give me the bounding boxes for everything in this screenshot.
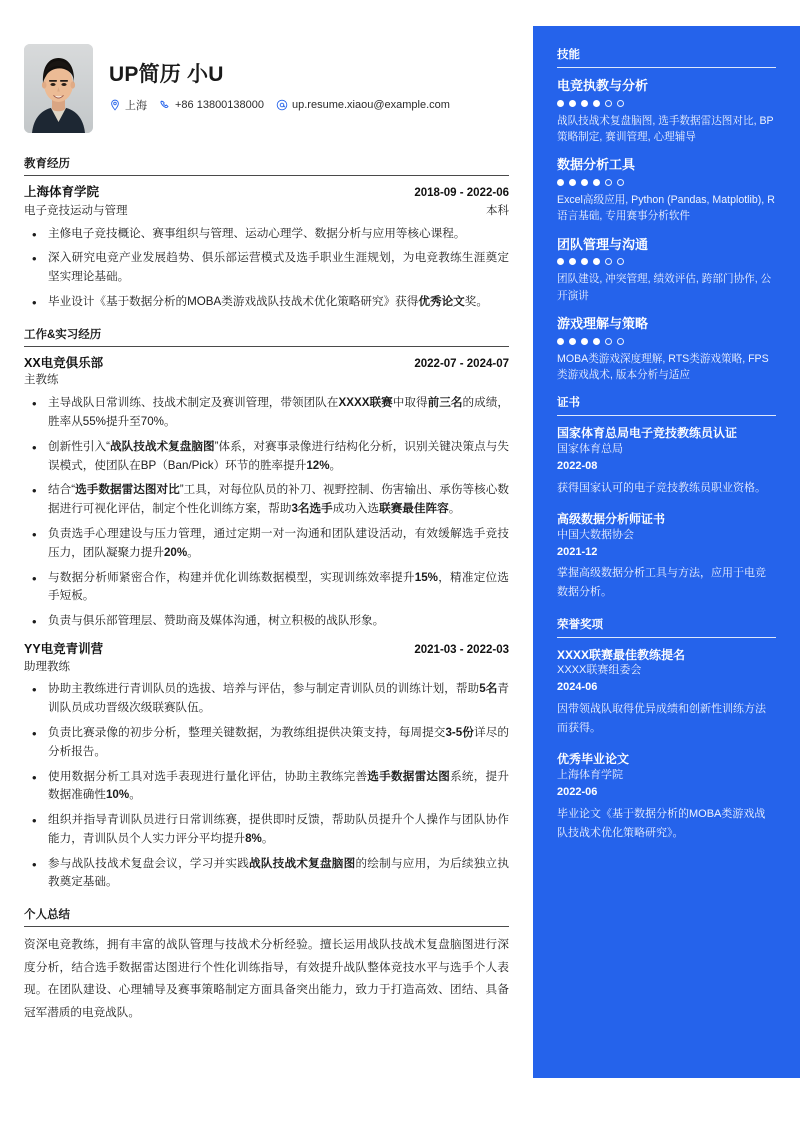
- skill-level-dots: [557, 258, 776, 265]
- skill-dot-empty: [605, 338, 612, 345]
- sidebar-entry-title: 高级数据分析师证书: [557, 511, 666, 526]
- phone-icon: [159, 99, 171, 111]
- work-role: 主教练: [24, 374, 59, 387]
- skill-dot-empty: [617, 100, 624, 107]
- work-bullets: [24, 680, 509, 892]
- bullet-item: • 与数据分析师紧密合作，构建并优化训练数据模型，实现训练效率提升15%，精准定位选手短板。: [24, 569, 509, 607]
- skill-item: [557, 315, 776, 383]
- bullet-item: • 负责比赛录像的初步分析，整理关键数据，为教练组提供决策支持，每周提交3-5份详尽的分析报告。: [24, 724, 509, 762]
- skill-dot-filled: [557, 338, 564, 345]
- location-icon: [109, 99, 121, 111]
- sidebar-entry-date: 2022-08: [557, 460, 598, 473]
- skill-level-dots: [557, 338, 776, 345]
- sidebar-title-skills: 技能: [557, 46, 776, 68]
- work-date: 2021-03 - 2022-03: [414, 643, 509, 656]
- education-degree: 本科: [486, 204, 509, 217]
- bullet-item: • 结合“选手数据雷达图对比”工具，对每位队员的补刀、视野控制、伤害输出、承伤等核心数据进行可视化评估，制定个性化训练方案，帮助3名选手成功入选联赛最佳阵容。: [24, 481, 509, 519]
- sidebar-skills: [557, 46, 776, 383]
- skill-name: 团队管理与沟通: [557, 236, 649, 252]
- work-entry: [24, 640, 509, 892]
- sidebar-certificates: [557, 394, 776, 602]
- sidebar-entry-issuer: XXXX联赛组委会: [557, 664, 642, 677]
- sidebar-entry-title: 国家体育总局电子竞技教练员认证: [557, 426, 738, 441]
- skill-dot-filled: [569, 100, 576, 107]
- skill-dot-filled: [581, 258, 588, 265]
- skill-level-dots: [557, 179, 776, 186]
- sidebar-entry-issuer: 国家体育总局: [557, 443, 623, 456]
- skill-dot-empty: [617, 179, 624, 186]
- sidebar-title-awards: 荣誉奖项: [557, 616, 776, 638]
- sidebar-entry: [557, 511, 776, 603]
- contact-email: [276, 99, 450, 111]
- sidebar-entry-description: 掌握高级数据分析工具与方法，应用于电竞数据分析。: [557, 567, 766, 599]
- skill-item: [557, 77, 776, 145]
- bullet-item: • 协助主教练进行青训队员的选拔、培养与评估，参与制定青训队员的训练计划，帮助5名青训队员成功晋级次级联赛队伍。: [24, 680, 509, 718]
- work-entry: [24, 354, 509, 631]
- bullet-item: • 负责选手心理建设与压力管理，通过定期一对一沟通和团队建设活动，有效缓解选手竞技压力，团队凝聚力提升20%。: [24, 525, 509, 563]
- bullet-item: • 主修电子竞技概论、赛事组织与管理、运动心理学、数据分析与应用等核心课程。: [24, 225, 509, 244]
- bullet-item: • 参与战队技战术复盘会议，学习并实践战队技战术复盘脑图的绘制与应用，为后续独立执教奠定基础。: [24, 855, 509, 893]
- bullet-item: • 创新性引入“战队技战术复盘脑图”体系，对赛事录像进行结构化分析，识别关键决策点与失误模式，使团队在BP（Ban/Pick）环节的胜率提升12%。: [24, 438, 509, 476]
- work-bullets: [24, 394, 509, 631]
- skill-dot-filled: [581, 179, 588, 186]
- skill-dot-filled: [593, 100, 600, 107]
- sidebar-title-certificates: 证书: [557, 394, 776, 416]
- email-icon: [276, 99, 288, 111]
- skill-description: 团队建设, 冲突管理, 绩效评估, 跨部门协作, 公开演讲: [557, 273, 772, 302]
- profile-text: [109, 44, 458, 113]
- section-title-summary: 个人总结: [24, 906, 509, 927]
- work-org: XX电竞俱乐部: [24, 355, 104, 370]
- bullet-item: • 负责与俱乐部管理层、赞助商及媒体沟通，树立积极的战队形象。: [24, 612, 509, 631]
- sidebar-entry-description: 因带领战队取得优异成绩和创新性训练方法而获得。: [557, 702, 766, 735]
- skill-name: 电竞执教与分析: [557, 78, 649, 93]
- sidebar-entry-title: 优秀毕业论文: [557, 752, 630, 767]
- section-title-work: 工作&实习经历: [24, 326, 509, 347]
- contact-list: [109, 97, 458, 113]
- sidebar-entry-description: 毕业论文《基于数据分析的MOBA类游戏战队技战术优化策略研究》。: [557, 807, 766, 839]
- work-date: 2022-07 - 2024-07: [414, 357, 509, 370]
- skill-name: 数据分析工具: [557, 157, 636, 173]
- certificate-list: [557, 425, 776, 602]
- contact-location: [109, 97, 147, 113]
- education-entry: [24, 183, 509, 312]
- contact-phone: [159, 99, 264, 111]
- bullet-item: • 主导战队日常训练、技战术制定及赛训管理，带领团队在XXXX联赛中取得前三名的成绩，胜率从55%提升至70%。: [24, 394, 509, 432]
- contact-email-value: up.resume.xiaou@example.com: [292, 99, 450, 112]
- education-bullets: [24, 225, 509, 312]
- skill-description: Excel高级应用, Python (Pandas, Matplotlib), R语言基础, 专用赛事分析软件: [557, 193, 775, 223]
- skill-dot-filled: [581, 100, 588, 107]
- skill-dot-filled: [557, 100, 564, 107]
- section-title-education: 教育经历: [24, 155, 509, 176]
- skill-dot-filled: [581, 338, 588, 345]
- contact-location-value: 上海: [125, 100, 147, 113]
- sidebar-entry-date: 2022-06: [557, 786, 598, 799]
- bullet-item: • 使用数据分析工具对选手表现进行量化评估，协助主教练完善选手数据雷达图系统，提升数据准确性10%。: [24, 768, 509, 806]
- skill-list: [557, 77, 776, 383]
- section-work: [24, 326, 509, 893]
- bullet-item: • 深入研究电竞产业发展趋势、俱乐部运营模式及选手职业生涯规划，为电竞教练生涯奠定坚实理论基础。: [24, 249, 509, 287]
- sidebar-entry-date: 2021-12: [557, 545, 598, 558]
- sidebar-entry: [557, 647, 776, 739]
- summary-text: 资深电竞教练，拥有丰富的战队管理与技战术分析经验。擅长运用战队技战术复盘脑图进行深度分析，结合选手数据雷达图进行个性化训练指导，有效提升战队整体竞技水平与选手个人表现。在团队建设、心理辅导及赛事策略制定方面具备突出能力，致力于打造高效、团结、具备冠军潜质的电竞战队。: [24, 938, 509, 1019]
- skill-dot-filled: [593, 258, 600, 265]
- skill-dot-filled: [557, 258, 564, 265]
- skill-item: [557, 156, 776, 224]
- skill-dot-filled: [569, 258, 576, 265]
- skill-description: MOBA类游戏深度理解, RTS类游戏策略, FPS类游戏战术, 版本分析与适应: [557, 352, 769, 382]
- sidebar: [533, 26, 800, 1078]
- skill-description: 战队技战术复盘脑图, 选手数据雷达图对比, BP策略制定, 赛训管理, 心理辅导: [557, 114, 774, 143]
- sidebar-entry-issuer: 中国大数据协会: [557, 528, 634, 541]
- education-major: 电子竞技运动与管理: [24, 204, 128, 217]
- section-education: [24, 155, 509, 312]
- profile-name: UP简历 小U: [109, 63, 224, 86]
- sidebar-entry-title: XXXX联赛最佳教练提名: [557, 647, 686, 662]
- skill-item: [557, 236, 776, 304]
- skill-dot-filled: [593, 338, 600, 345]
- skill-dot-filled: [557, 179, 564, 186]
- skill-level-dots: [557, 100, 776, 107]
- skill-name: 游戏理解与策略: [557, 316, 649, 332]
- sidebar-entry-date: 2024-06: [557, 681, 598, 694]
- bullet-item: • 组织并指导青训队员进行日常训练赛，提供即时反馈，帮助队员提升个人操作与团队协作能力，青训队员个人实力评分平均提升8%。: [24, 811, 509, 849]
- skill-dot-empty: [617, 258, 624, 265]
- work-org: YY电竞青训营: [24, 641, 104, 656]
- skill-dot-empty: [617, 338, 624, 345]
- profile-header: [24, 44, 509, 133]
- sidebar-entry-issuer: 上海体育学院: [557, 769, 623, 782]
- skill-dot-filled: [569, 179, 576, 186]
- avatar: [24, 44, 93, 133]
- award-list: [557, 647, 776, 843]
- bullet-item: • 毕业设计《基于数据分析的MOBA类游戏战队技战术优化策略研究》获得优秀论文奖。: [24, 293, 509, 312]
- work-role: 助理教练: [24, 660, 70, 673]
- sidebar-awards: [557, 616, 776, 843]
- sidebar-entry: [557, 751, 776, 843]
- section-summary: [24, 906, 509, 1024]
- education-org: 上海体育学院: [24, 185, 100, 199]
- sidebar-entry: [557, 425, 776, 497]
- skill-dot-filled: [593, 179, 600, 186]
- contact-phone-value: +86 13800138000: [175, 99, 265, 112]
- skill-dot-empty: [605, 179, 612, 186]
- sidebar-entry-description: 获得国家认可的电子竞技教练员职业资格。: [557, 481, 766, 494]
- skill-dot-filled: [569, 338, 576, 345]
- education-date: 2018-09 - 2022-06: [414, 187, 509, 199]
- skill-dot-empty: [605, 258, 612, 265]
- skill-dot-empty: [605, 100, 612, 107]
